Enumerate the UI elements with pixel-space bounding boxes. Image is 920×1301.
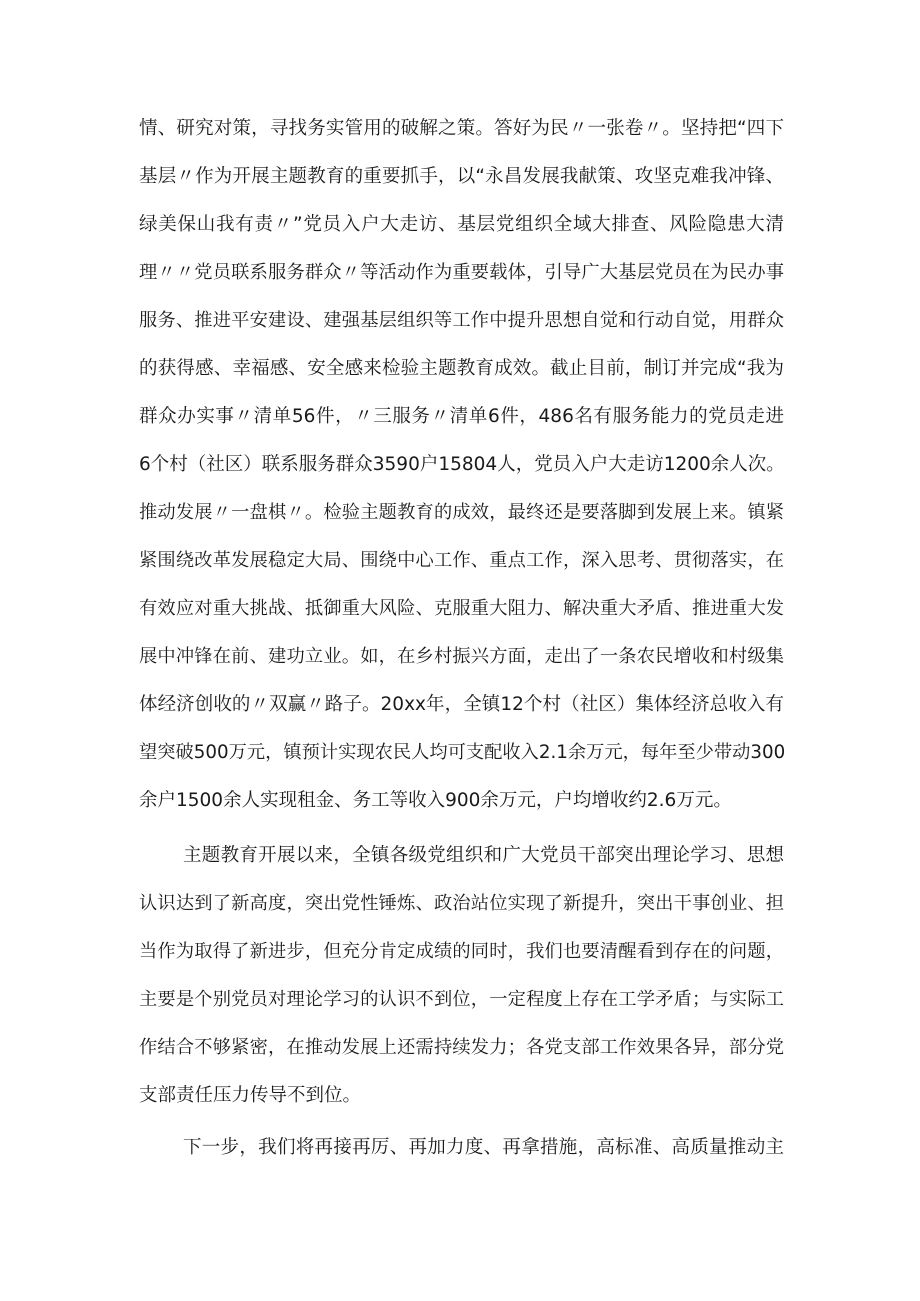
text-line: 望突破500万元，镇预计实现农民人均可支配收入2.1余万元，每年至少带动300 <box>139 742 786 763</box>
text-line: 6个村（社区）联系服务群众3590户15804人，党员入户大走访1200余人次。 <box>139 454 785 475</box>
text-line: 服务、推进平安建设、建强基层组织等工作中提升思想自觉和行动自觉，用群众 <box>139 310 784 331</box>
text-line: 情、研究对策，寻找务实管用的破解之策。答好为民〃一张卷〃。坚持把“四下 <box>139 118 784 139</box>
text-line: 主要是个别党员对理论学习的认识不到位，一定程度上存在工学矛盾；与实际工 <box>139 989 784 1010</box>
paragraph-first-line: 下一步，我们将再接再厉、再加力度、再拿措施，高标准、高质量推动主 <box>183 1137 784 1158</box>
text-line: 作结合不够紧密，在推动发展上还需持续发力；各党支部工作效果各异，部分党 <box>139 1037 784 1058</box>
text-line: 绿美保山我有责〃”党员入户大走访、基层党组织全域大排查、风险隐患大清 <box>139 214 784 235</box>
text-line: 余户1500余人实现租金、务工等收入900余万元，户均增收约2.6万元。 <box>139 790 732 811</box>
text-line: 群众办实事〃清单56件，〃三服务〃清单6件，486名有服务能力的党员走进 <box>139 406 784 427</box>
text-line: 的获得感、幸福感、安全感来检验主题教育成效。截止目前，制订并完成“我为 <box>139 358 784 379</box>
text-line: 当作为取得了新进步，但充分肯定成绩的同时，我们也要清醒看到存在的问题， <box>139 941 784 962</box>
paragraph-first-line: 主题教育开展以来，全镇各级党组织和广大党员干部突出理论学习、思想 <box>183 845 784 866</box>
text-line: 展中冲锋在前、建功立业。如，在乡村振兴方面，走出了一条农民增收和村级集 <box>139 646 784 667</box>
text-line: 基层〃作为开展主题教育的重要抓手，以“永昌发展我献策、攻坚克难我冲锋、 <box>139 166 784 187</box>
text-line: 有效应对重大挑战、抵御重大风险、克服重大阻力、解决重大矛盾、推进重大发 <box>139 598 784 619</box>
text-line: 支部责任压力传导不到位。 <box>139 1085 362 1106</box>
text-line: 紧围绕改革发展稳定大局、围绕中心工作、重点工作，深入思考、贯彻落实，在 <box>139 550 784 571</box>
text-line: 体经济创收的〃双赢〃路子。20xx年，全镇12个村（社区）集体经济总收入有 <box>139 694 784 715</box>
text-line: 理〃〃党员联系服务群众〃等活动作为重要载体，引导广大基层党员在为民办事 <box>139 262 784 283</box>
text-line: 推动发展〃一盘棋〃。检验主题教育的成效，最终还是要落脚到发展上来。镇紧 <box>139 502 784 523</box>
text-line: 认识达到了新高度，突出党性锤炼、政治站位实现了新提升，突出干事创业、担 <box>139 893 784 914</box>
